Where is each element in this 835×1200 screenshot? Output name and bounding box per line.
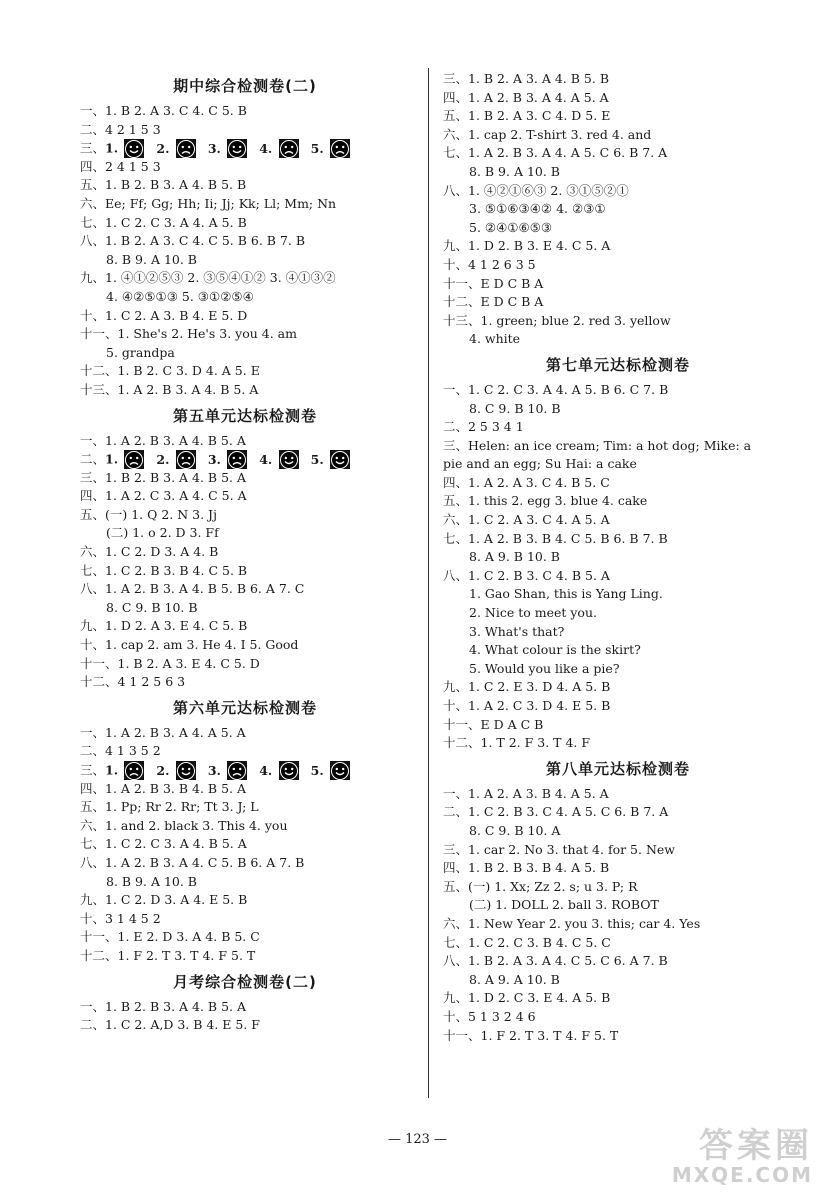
question-number: 二、 xyxy=(80,451,106,467)
happy-face-icon xyxy=(279,450,299,469)
answer-line: 七、1. A 2. B 3. A 4. A 5. C 6. B 7. A xyxy=(443,145,668,161)
answer-line: 十、1. A 2. C 3. D 4. E 5. B xyxy=(443,698,611,713)
answer-line: 三、1. B 2. A 3. A 4. B 5. B xyxy=(443,71,610,86)
answer-line: 3. What's that? xyxy=(469,623,565,639)
answer-line: 二、2 5 3 4 1 xyxy=(443,419,524,435)
happy-face-icon xyxy=(176,761,196,780)
answer-index: 4. xyxy=(259,762,277,778)
question-number: 三、 xyxy=(80,140,106,156)
answer-index: 5. xyxy=(310,140,329,156)
answer-line: 十一、1. F 2. T 3. T 4. F 5. T xyxy=(443,1027,619,1043)
answer-line: 四、1. A 2. C 3. A 4. C 5. A xyxy=(80,488,247,504)
answer-line: 5. grandpa xyxy=(106,344,175,360)
answer-line: 十一、1. B 2. A 3. E 4. C 5. D xyxy=(80,655,260,671)
answer-line: 4. What colour is the skirt? xyxy=(469,642,641,658)
answer-line: 七、1. C 2. C 3. A 4. A 5. B xyxy=(80,214,247,230)
answer-line: 九、1. D 2. A 3. E 4. C 5. B xyxy=(80,618,248,634)
answer-index: 1. xyxy=(105,451,123,467)
answer-index: 3. xyxy=(207,762,226,778)
answer-line: 五、(一) 1. Q 2. N 3. Jj xyxy=(80,506,217,522)
answer-line: 4. white xyxy=(469,331,521,347)
answer-line: 一、1. A 2. A 3. B 4. A 5. A xyxy=(443,785,609,801)
answer-line: 5. ②④①⑥⑤③ xyxy=(469,219,553,235)
answer-index: 5. xyxy=(310,451,329,467)
answer-line: 七、1. A 2. B 3. B 4. C 5. B 6. B 7. B xyxy=(443,530,668,546)
answer-line: 五、(一) 1. Xx; Zz 2. s; u 3. P; R xyxy=(443,878,638,894)
watermark-top-text: 答案圈 xyxy=(699,1126,813,1166)
answer-line: 六、1. C 2. A 3. C 4. A 5. A xyxy=(443,512,610,528)
answer-line: 八、1. A 2. B 3. A 4. C 5. B 6. A 7. B xyxy=(80,854,305,870)
answer-line: 二、4 1 3 5 2 xyxy=(80,743,161,759)
sad-face-icon xyxy=(124,450,144,469)
answer-line: 二、1. C 2. B 3. C 4. A 5. C 6. B 7. A xyxy=(443,804,669,820)
answer-line: 十三、1. A 2. B 3. A 4. B 5. A xyxy=(80,381,259,397)
watermark-logo xyxy=(672,1128,813,1186)
answer-line: 六、1. C 2. D 3. A 4. B xyxy=(80,544,219,560)
sad-face-icon xyxy=(227,761,247,780)
answer-line: 九、1. D 2. B 3. E 4. C 5. A xyxy=(443,238,611,254)
answer-line: 三、1. B 2. B 3. A 4. B 5. A xyxy=(80,469,247,485)
answer-line: 8. C 9. B 10. B xyxy=(469,400,561,416)
happy-face-icon xyxy=(124,139,144,158)
answer-line: 十三、1. green; blue 2. red 3. yellow xyxy=(443,312,671,328)
question-number: 三、 xyxy=(80,762,106,778)
answer-line: 十、1. cap 2. am 3. He 4. I 5. Good xyxy=(80,637,299,653)
right-column xyxy=(443,70,793,1045)
answer-line: 8. B 9. A 10. B xyxy=(106,873,197,889)
answer-index: 3. xyxy=(207,140,226,156)
answer-line: 三、1. car 2. No 3. that 4. for 5. New xyxy=(443,841,675,857)
answer-line: 一、1. A 2. B 3. A 4. B 5. A xyxy=(80,432,246,448)
answer-line: 十、1. C 2. A 3. B 4. E 5. D xyxy=(80,307,248,323)
answer-line: 十一、E D C B A xyxy=(443,275,544,291)
answer-line: 八、1. ④②①⑥③ 2. ③①⑤②① xyxy=(443,182,629,198)
answer-line: 8. C 9. B 10. A xyxy=(469,822,561,838)
answer-index: 5. xyxy=(310,762,329,778)
answer-index: 2. xyxy=(156,140,174,156)
happy-face-icon xyxy=(330,450,350,469)
answer-index: 2. xyxy=(156,762,174,778)
answer-line: 一、1. A 2. B 3. A 4. A 5. A xyxy=(80,724,246,740)
answer-line: 十二、1. B 2. C 3. D 4. A 5. E xyxy=(80,363,260,379)
answer-index: 2. xyxy=(156,451,174,467)
answer-line: 十、5 1 3 2 4 6 xyxy=(443,1008,536,1024)
answer-index: 4. xyxy=(259,140,277,156)
answer-line: 十二、1. F 2. T 3. T 4. F 5. T xyxy=(80,947,256,963)
answer-line: 一、1. B 2. A 3. C 4. C 5. B xyxy=(80,103,247,118)
answer-line: 十二、4 1 2 5 6 3 xyxy=(80,674,186,690)
happy-face-icon xyxy=(330,761,350,780)
column-divider xyxy=(428,68,429,1098)
answer-line: 十、3 1 4 5 2 xyxy=(80,910,161,926)
section-title: 月考综合检测卷(二) xyxy=(173,972,317,991)
answer-line: 八、1. A 2. B 3. A 4. B 5. B 6. A 7. C xyxy=(80,581,305,597)
sad-face-icon xyxy=(176,450,196,469)
answer-line: 十二、E D C B A xyxy=(443,294,544,310)
answer-line: 四、2 4 1 5 3 xyxy=(80,158,161,174)
answer-line: 五、1. this 2. egg 3. blue 4. cake xyxy=(443,493,648,509)
answer-line: 四、1. A 2. B 3. A 4. A 5. A xyxy=(443,89,609,105)
answer-line: pie and an egg; Su Hai: a cake xyxy=(443,456,637,472)
answer-line: 六、1. New Year 2. you 3. this; car 4. Yes xyxy=(443,915,701,931)
answer-line: 八、1. B 2. A 3. A 4. C 5. C 6. A 7. B xyxy=(443,953,668,969)
sad-face-icon xyxy=(124,761,144,780)
answer-line: 六、Ee; Ff; Gg; Hh; Ii; Jj; Kk; Ll; Mm; Nn xyxy=(80,195,337,211)
answer-line: 三、Helen: an ice cream; Tim: a hot dog; Mike: a xyxy=(443,437,752,453)
answer-line: 七、1. C 2. B 3. B 4. C 5. B xyxy=(80,562,248,578)
answer-line: 8. A 9. B 10. B xyxy=(469,549,560,565)
answer-line: 十一、1. E 2. D 3. A 4. B 5. C xyxy=(80,929,260,945)
answer-line-faces xyxy=(80,761,410,780)
section-title: 第八单元达标检测卷 xyxy=(545,759,690,778)
answer-line: 二、4 2 1 5 3 xyxy=(80,121,161,137)
answer-line: 3. ⑤①⑥③④② 4. ②③① xyxy=(469,201,606,217)
answer-line: 8. A 9. A 10. B xyxy=(469,971,560,987)
happy-face-icon xyxy=(279,761,299,780)
left-column xyxy=(80,70,410,1035)
answer-line: 九、1. C 2. D 3. A 4. E 5. B xyxy=(80,892,248,908)
answer-line: 十、4 1 2 6 3 5 xyxy=(443,256,536,272)
section-title: 第七单元达标检测卷 xyxy=(545,355,690,374)
answer-line: 4. ④②⑤①③ 5. ③①②⑤④ xyxy=(106,288,254,304)
answer-index: 4. xyxy=(259,451,277,467)
answer-line: 六、1. and 2. black 3. This 4. you xyxy=(80,817,288,833)
answer-line: 十一、E D A C B xyxy=(443,716,544,732)
answer-line: 8. B 9. A 10. B xyxy=(469,163,560,179)
happy-face-icon xyxy=(227,139,247,158)
section-title: 期中综合检测卷(二) xyxy=(173,77,317,95)
answer-line: 1. Gao Shan, this is Yang Ling. xyxy=(469,586,663,602)
answer-line: 九、1. C 2. E 3. D 4. A 5. B xyxy=(443,679,611,695)
answer-line: 一、1. B 2. B 3. A 4. B 5. A xyxy=(80,998,247,1014)
answer-line: 8. B 9. A 10. B xyxy=(106,251,197,267)
answer-line: 8. C 9. B 10. B xyxy=(106,599,198,615)
answer-line: 一、1. C 2. C 3. A 4. A 5. B 6. C 7. B xyxy=(443,381,669,397)
answer-line: 四、1. A 2. B 3. B 4. B 5. A xyxy=(80,780,247,796)
answer-line: 六、1. cap 2. T-shirt 3. red 4. and xyxy=(443,126,652,142)
answer-line: 二、1. C 2. A,D 3. B 4. E 5. F xyxy=(80,1017,260,1033)
section-title: 第五单元达标检测卷 xyxy=(172,406,317,425)
sad-face-icon xyxy=(176,139,196,158)
answer-line: 七、1. C 2. C 3. A 4. B 5. A xyxy=(80,836,247,852)
sad-face-icon xyxy=(227,450,247,469)
answer-index: 3. xyxy=(207,451,226,467)
answer-line: 五、1. Pp; Rr 2. Rr; Tt 3. J; L xyxy=(80,799,259,815)
section-title: 第六单元达标检测卷 xyxy=(172,698,317,717)
answer-line: 2. Nice to meet you. xyxy=(469,605,597,621)
answer-line: 十一、1. She's 2. He's 3. you 4. am xyxy=(80,326,297,342)
answer-line-faces xyxy=(80,450,410,469)
answer-line: 八、1. B 2. A 3. C 4. C 5. B 6. B 7. B xyxy=(80,233,306,249)
answer-line: (二) 1. DOLL 2. ball 3. ROBOT xyxy=(469,897,659,913)
answer-line: 四、1. A 2. A 3. C 4. B 5. C xyxy=(443,474,610,490)
answer-line: 八、1. C 2. B 3. C 4. B 5. A xyxy=(443,567,610,583)
answer-line: 四、1. B 2. B 3. B 4. A 5. B xyxy=(443,860,610,876)
answer-line: 七、1. C 2. C 3. B 4. C 5. C xyxy=(443,934,611,950)
answer-line: 九、1. D 2. C 3. E 4. A 5. B xyxy=(443,990,611,1006)
sad-face-icon xyxy=(330,139,350,158)
page-number: — 123 — xyxy=(387,1132,448,1147)
sad-face-icon xyxy=(279,139,299,158)
answer-line-faces xyxy=(80,139,410,158)
answer-line: 十二、1. T 2. F 3. T 4. F xyxy=(443,735,591,751)
watermark-bottom-text: MXQE.COM xyxy=(671,1163,813,1187)
answer-line: 九、1. ④①②⑤③ 2. ③⑤④①② 3. ④①③② xyxy=(80,270,336,286)
answer-index: 1. xyxy=(105,762,123,778)
answer-line: 5. Would you like a pie? xyxy=(469,660,620,676)
answer-line: 五、1. B 2. A 3. C 4. D 5. E xyxy=(443,108,611,124)
answer-line: (二) 1. o 2. D 3. Ff xyxy=(106,525,219,541)
answer-index: 1. xyxy=(105,140,123,156)
answer-line: 五、1. B 2. B 3. A 4. B 5. B xyxy=(80,177,247,193)
